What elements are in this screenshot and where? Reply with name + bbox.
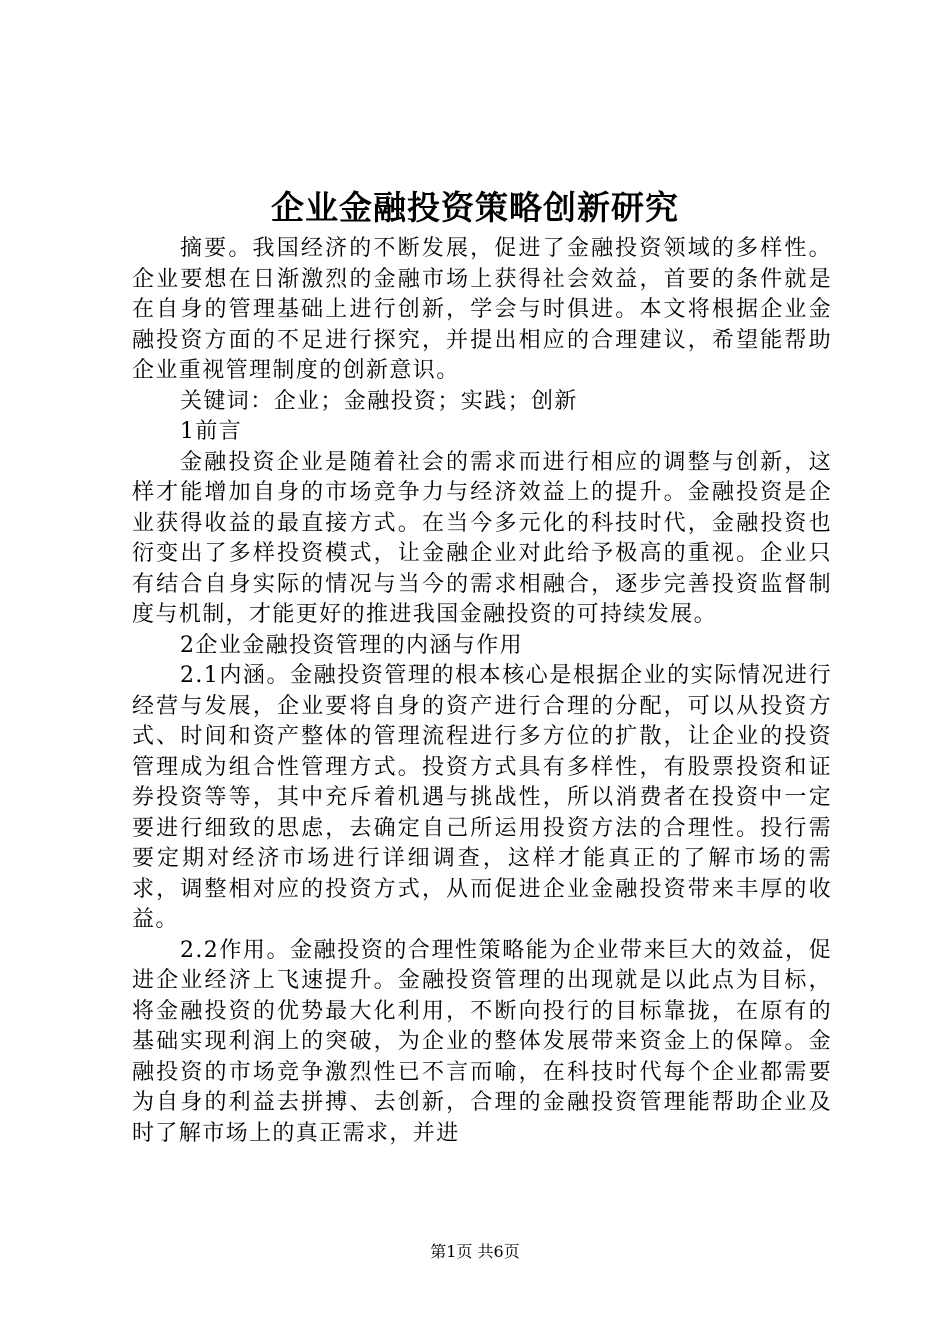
body-paragraph: 2.1内涵。金融投资管理的根本核心是根据企业的实际情况进行经营与发展，企业要将自身的资产进行合理的分配，可以从投资方式、时间和资产整体的管理流程进行多方位的扩散，让企业的投资管理成为组合性管理方式。投资方式具有多样性，有股票投资和证券投资等等，其中充斥着机遇与挑战性，所以消费者在投资中一定要进行细致的思虑，去确定自己所运用投资方法的合理性。投行需要定期对经济市场进行详细调查，这样才能真正的了解市场的需求，调整相对应的投资方式，从而促进企业金融投资带来丰厚的收益。 — [132, 663, 832, 932]
document-title: 企业金融投资策略创新研究 — [271, 188, 679, 227]
document-body — [132, 234, 832, 1149]
section-heading-1: 1前言 — [180, 419, 243, 444]
body-paragraph: 2.2作用。金融投资的合理性策略能为企业带来巨大的效益，促进企业经济上飞速提升。金融投资管理的出现就是以此点为目标，将金融投资的优势最大化利用，不断向投行的目标靠拢，在原有的基础实现利润上的突破，为企业的整体发展带来资金上的保障。金融投资的市场竞争激烈性已不言而喻，在科技时代每个企业都需要为自身的利益去拼搏、去创新，合理的金融投资管理能帮助企业及时了解市场上的真正需求，并进 — [132, 937, 832, 1146]
abstract-paragraph: 摘要。我国经济的不断发展，促进了金融投资领域的多样性。企业要想在日渐激烈的金融市场上获得社会效益，首要的条件就是在自身的管理基础上进行创新，学会与时俱进。本文将根据企业金融投资方面的不足进行探究，并提出相应的合理建议，希望能帮助企业重视管理制度的创新意识。 — [132, 236, 832, 383]
section-heading-2: 2企业金融投资管理的内涵与作用 — [180, 632, 523, 658]
body-paragraph: 金融投资企业是随着社会的需求而进行相应的调整与创新，这样才能增加自身的市场竞争力与经济效益上的提升。金融投资是企业获得收益的最直接方式。在当今多元化的科技时代，金融投资也衍变出了多样投资模式，让金融企业对此给予极高的重视。企业只有结合自身实际的情况与当今的需求相融合，逐步完善投资监督制度与机制，才能更好的推进我国金融投资的可持续发展。 — [132, 449, 832, 627]
page-number-footer: 第1页 共6页 — [430, 1242, 520, 1261]
keywords-paragraph: 关键词：企业；金融投资；实践；创新 — [180, 388, 578, 414]
